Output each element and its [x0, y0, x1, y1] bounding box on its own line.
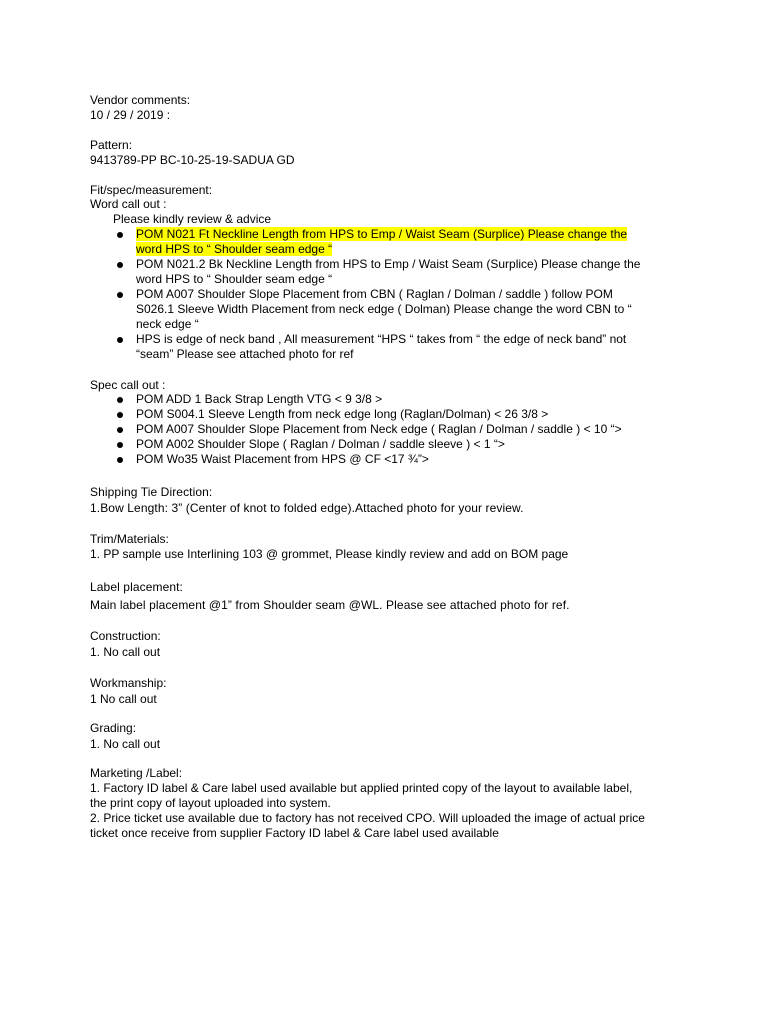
bullet-icon — [117, 397, 123, 403]
marketing-item-2-line-1: 2. Price ticket use available due to factory has not received CPO. Will uploaded the image of actual price — [90, 811, 645, 825]
fit-spec-label: Fit/spec/measurement: — [90, 183, 213, 197]
shipping-tie-label: Shipping Tie Direction: — [90, 485, 213, 499]
label-placement-value: Main label placement @1” from Shoulder seam @WL. Please see attached photo for ref. — [90, 598, 570, 612]
trim-materials-label: Trim/Materials: — [90, 532, 169, 546]
vendor-comments-label: Vendor comments: — [90, 93, 191, 107]
bullet-icon — [117, 412, 123, 418]
spec-bullet-5: POM Wo35 Waist Placement from HPS @ CF <17 ¾”> — [136, 452, 429, 466]
bullet-icon — [117, 427, 123, 433]
bullet-icon — [117, 262, 123, 268]
word-bullet-1 — [136, 227, 676, 257]
construction-label: Construction: — [90, 629, 161, 643]
marketing-label: Marketing /Label: — [90, 766, 183, 780]
word-bullet-3 — [136, 287, 676, 332]
word-bullet-2 — [136, 257, 676, 287]
word-call-out-label: Word call out : — [90, 197, 167, 211]
workmanship-label: Workmanship: — [90, 676, 167, 690]
bullet-icon — [117, 442, 123, 448]
spec-bullet-2: POM S004.1 Sleeve Length from neck edge long (Raglan/Dolman) < 26 3/8 > — [136, 407, 549, 421]
spec-bullet-1: POM ADD 1 Back Strap Length VTG < 9 3/8 > — [136, 392, 383, 406]
grading-value: 1. No call out — [90, 737, 161, 751]
highlighted-text: POM N021 Ft Neckline Length from HPS to Emp / Waist Seam (Surplice) Please change the — [136, 227, 628, 241]
shipping-tie-value: 1.Bow Length: 3” (Center of knot to folded edge).Attached photo for your review. — [90, 501, 524, 515]
bullet-icon — [117, 292, 123, 298]
pattern-value: 9413789-PP BC-10-25-19-SADUA GD — [90, 153, 295, 167]
workmanship-value: 1 No call out — [90, 692, 157, 706]
bullet-line: S026.1 Sleeve Width Placement from neck edge ( Dolman) Please change the word CBN to “ — [136, 302, 632, 316]
trim-materials-value: 1. PP sample use Interlining 103 @ grommet, Please kindly review and add on BOM page — [90, 547, 569, 561]
vendor-comments-date: 10 / 29 / 2019 : — [90, 108, 171, 122]
bullet-line: POM N021.2 Bk Neckline Length from HPS to Emp / Waist Seam (Surplice) Please change the — [136, 257, 641, 271]
bullet-icon — [117, 232, 123, 238]
bullet-line: “seam” Please see attached photo for ref — [136, 347, 354, 361]
bullet-line: word HPS to “ Shoulder seam edge “ — [136, 272, 333, 286]
grading-label: Grading: — [90, 721, 137, 735]
bullet-line: HPS is edge of neck band , All measurement “HPS “ takes from “ the edge of neck band” not — [136, 332, 627, 346]
spec-bullet-3: POM A007 Shoulder Slope Placement from Neck edge ( Raglan / Dolman / saddle ) < 10 “> — [136, 422, 622, 436]
bullet-icon — [117, 457, 123, 463]
spec-bullet-4: POM A002 Shoulder Slope ( Raglan / Dolman / saddle sleeve ) < 1 “> — [136, 437, 505, 451]
construction-value: 1. No call out — [90, 645, 161, 659]
marketing-item-1-line-2: the print copy of layout uploaded into system. — [90, 796, 331, 810]
label-placement-label: Label placement: — [90, 580, 183, 594]
marketing-item-2-line-2: ticket once receive from supplier Factory ID label & Care label used available — [90, 826, 499, 840]
word-bullet-4 — [136, 332, 676, 362]
spec-call-out-label: Spec call out : — [90, 378, 166, 392]
review-note: Please kindly review & advice — [113, 212, 272, 226]
marketing-item-1-line-1: 1. Factory ID label & Care label used available but applied printed copy of the layout to available label, — [90, 781, 633, 795]
bullet-icon — [117, 337, 123, 343]
bullet-line: neck edge “ — [136, 317, 199, 331]
pattern-label: Pattern: — [90, 138, 133, 152]
highlighted-text: word HPS to “ Shoulder seam edge “ — [136, 242, 333, 256]
bullet-line: POM A007 Shoulder Slope Placement from CBN ( Raglan / Dolman / saddle ) follow POM — [136, 287, 613, 301]
